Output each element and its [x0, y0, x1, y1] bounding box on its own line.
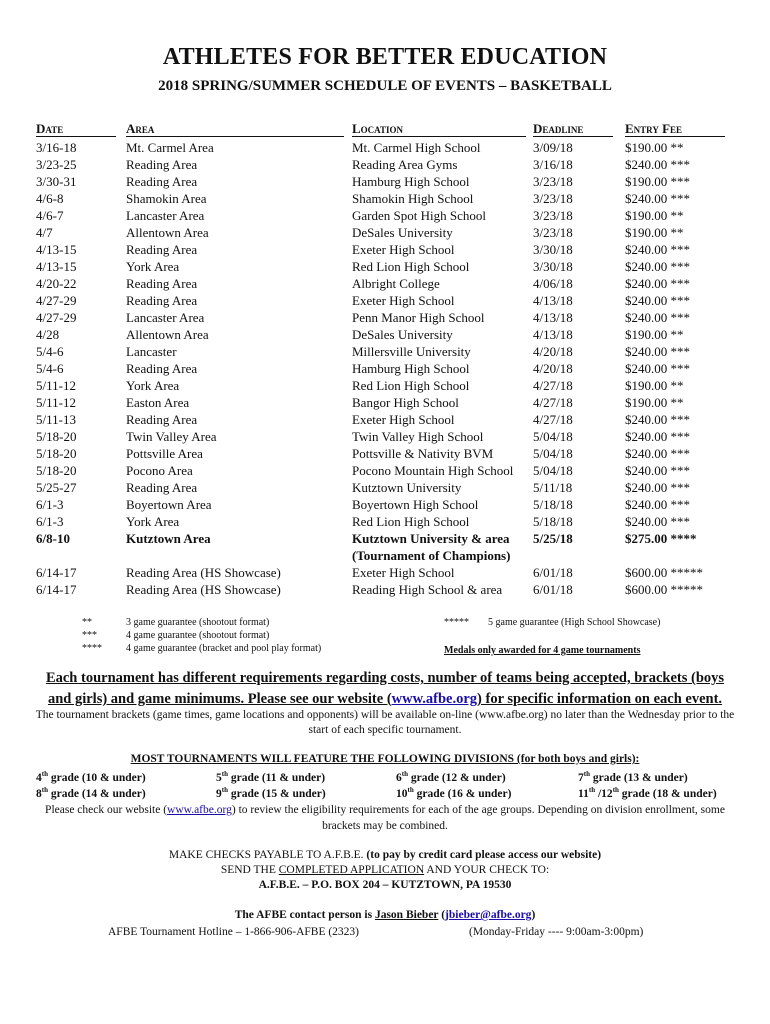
- division-grade: 9: [216, 787, 222, 800]
- website-link[interactable]: www.afbe.org: [391, 691, 478, 707]
- divisions-row-1: [0, 770, 770, 785]
- division-label: [578, 770, 688, 784]
- event-date: 5/18-20: [36, 446, 77, 461]
- legend-symbol: **: [82, 617, 92, 628]
- payment-text: MAKE CHECKS PAYABLE TO A.F.B.E.: [168, 849, 367, 861]
- division-label: [396, 786, 511, 800]
- event-deadline: 4/20/18: [533, 361, 573, 376]
- event-deadline: 4/27/18: [533, 412, 573, 427]
- event-fee: $240.00 ***: [625, 293, 690, 308]
- event-area: Boyertown Area: [126, 497, 212, 512]
- contact-text: The AFBE contact person is: [234, 909, 375, 921]
- legend-symbol: ***: [82, 630, 97, 641]
- event-date: 4/28: [36, 327, 60, 342]
- event-area: York Area: [126, 259, 180, 274]
- event-area: Easton Area: [126, 395, 190, 410]
- event-deadline: 4/06/18: [533, 276, 573, 291]
- table-row: [0, 224, 770, 241]
- event-area: Allentown Area: [126, 327, 209, 342]
- event-fee: $240.00 ***: [625, 514, 690, 529]
- payment-text: AND YOUR CHECK TO:: [424, 864, 550, 876]
- event-fee: $240.00 ***: [625, 463, 690, 478]
- event-date: 6/1-3: [36, 497, 64, 512]
- event-location: Hamburg High School: [352, 361, 470, 376]
- event-fee: $240.00 ***: [625, 191, 690, 206]
- table-row: [0, 258, 770, 275]
- contact-line: [0, 909, 770, 921]
- event-deadline: 4/27/18: [533, 378, 573, 393]
- table-row: [0, 275, 770, 292]
- table-row: [0, 360, 770, 377]
- table-row: [0, 411, 770, 428]
- requirements-notice: [30, 668, 740, 710]
- event-fee: $240.00 ***: [625, 259, 690, 274]
- legend-text: 3 game guarantee (shootout format): [126, 617, 270, 628]
- column-header-entry-fee: Entry Fee: [625, 121, 725, 137]
- event-area: Reading Area: [126, 293, 198, 308]
- event-date: 3/23-25: [36, 157, 77, 172]
- event-date: 5/18-20: [36, 463, 77, 478]
- event-date: 4/20-22: [36, 276, 77, 291]
- event-area: Mt. Carmel Area: [126, 140, 214, 155]
- event-area: Reading Area: [126, 242, 198, 257]
- division-label: [36, 786, 146, 800]
- event-area: Lancaster Area: [126, 208, 205, 223]
- event-deadline: 4/20/18: [533, 344, 573, 359]
- event-location: Millersville University: [352, 344, 471, 359]
- table-row: [0, 394, 770, 411]
- medals-note: Medals only awarded for 4 game tournaments: [444, 645, 641, 656]
- table-row: [0, 207, 770, 224]
- event-deadline: 3/30/18: [533, 259, 573, 274]
- contact-email-link[interactable]: jbieber@afbe.org: [445, 909, 532, 921]
- event-fee: $240.00 ***: [625, 412, 690, 427]
- event-fee: $240.00 ***: [625, 429, 690, 444]
- table-row: [0, 547, 770, 564]
- notice-line-2: [30, 689, 740, 710]
- division-age: grade (14 & under): [47, 787, 146, 800]
- event-fee: $240.00 ***: [625, 157, 690, 172]
- event-location: DeSales University: [352, 327, 453, 342]
- hotline-line: [0, 926, 770, 941]
- event-date: 6/1-3: [36, 514, 64, 529]
- event-area: Reading Area (HS Showcase): [126, 582, 281, 597]
- event-date: 6/14-17: [36, 565, 77, 580]
- payment-text: SEND THE: [220, 864, 279, 876]
- table-row: [0, 241, 770, 258]
- event-deadline: 3/09/18: [533, 140, 573, 155]
- event-fee: $190.00 **: [625, 140, 684, 155]
- legend-text: 4 game guarantee (shootout format): [126, 630, 270, 641]
- event-location: Hamburg High School: [352, 174, 470, 189]
- contact-text: ): [531, 909, 536, 921]
- event-deadline: 5/04/18: [533, 446, 573, 461]
- legend-right: [444, 616, 744, 629]
- event-location: Bangor High School: [352, 395, 459, 410]
- event-area: Reading Area: [126, 174, 198, 189]
- eligibility-text: ) to review the eligibility requirements for each of the age groups. Depending on division enrollment, some brackets may be combined.: [231, 804, 725, 832]
- legend-row: [82, 642, 382, 655]
- event-location: Red Lion High School: [352, 259, 470, 274]
- division-age: grade (16 & under): [413, 787, 512, 800]
- event-date: 4/13-15: [36, 259, 77, 274]
- event-fee: $240.00 ***: [625, 497, 690, 512]
- event-area: Reading Area: [126, 412, 198, 427]
- event-deadline: 4/13/18: [533, 327, 573, 342]
- event-deadline: 5/18/18: [533, 514, 573, 529]
- event-fee: $190.00 ***: [625, 174, 690, 189]
- event-area: Reading Area: [126, 361, 198, 376]
- division-label: [36, 770, 146, 784]
- event-location: Exeter High School: [352, 242, 455, 257]
- event-deadline: 5/18/18: [533, 497, 573, 512]
- table-row: [0, 173, 770, 190]
- event-fee: $190.00 **: [625, 378, 684, 393]
- event-location: Mt. Carmel High School: [352, 140, 481, 155]
- column-header-area: Area: [126, 121, 344, 137]
- event-deadline: 3/16/18: [533, 157, 573, 172]
- event-area: Lancaster: [126, 344, 177, 359]
- table-row: [0, 564, 770, 581]
- event-location: Penn Manor High School: [352, 310, 485, 325]
- division-grade: 11: [578, 787, 589, 800]
- division-grade: 7: [578, 771, 584, 784]
- event-location: Red Lion High School: [352, 514, 470, 529]
- event-area: Reading Area: [126, 157, 198, 172]
- column-header-location: Location: [352, 121, 526, 137]
- division-ordinal: th: [221, 770, 228, 778]
- event-date: 5/11-13: [36, 412, 76, 427]
- legend-row: [82, 616, 382, 629]
- event-date: 6/14-17: [36, 582, 77, 597]
- table-row: [0, 428, 770, 445]
- event-deadline: 5/25/18: [533, 531, 573, 546]
- event-deadline: 3/23/18: [533, 208, 573, 223]
- page-subtitle: 2018 SPRING/SUMMER SCHEDULE OF EVENTS – BASKETBALL: [158, 78, 612, 94]
- table-row: [0, 445, 770, 462]
- division-label: [578, 786, 717, 800]
- event-date: 4/7: [36, 225, 53, 240]
- event-date: 6/8-10: [36, 531, 70, 546]
- event-deadline: 6/01/18: [533, 582, 573, 597]
- division-ordinal: th: [588, 786, 596, 794]
- legend-row: [82, 629, 382, 642]
- legend-text: 4 game guarantee (bracket and pool play format): [126, 643, 322, 654]
- legend-symbol: ****: [82, 643, 102, 654]
- event-fee: $190.00 **: [625, 327, 684, 342]
- website-link[interactable]: www.afbe.org: [167, 804, 232, 816]
- legend-text: 5 game guarantee (High School Showcase): [488, 617, 661, 628]
- divisions-row-2: [0, 786, 770, 801]
- event-location: Kutztown University & area: [352, 531, 510, 546]
- event-date: 5/4-6: [36, 344, 64, 359]
- event-area: Lancaster Area: [126, 310, 205, 325]
- table-row: [0, 139, 770, 156]
- event-location: Albright College: [352, 276, 440, 291]
- event-date: 4/6-8: [36, 191, 64, 206]
- event-fee: $240.00 ***: [625, 361, 690, 376]
- division-grade: 8: [36, 787, 42, 800]
- event-fee: $190.00 **: [625, 208, 684, 223]
- payment-line-1: [0, 848, 770, 863]
- event-deadline: 3/23/18: [533, 225, 573, 240]
- event-fee: $190.00 **: [625, 395, 684, 410]
- event-location: Exeter High School: [352, 565, 455, 580]
- event-location: Pottsville & Nativity BVM: [352, 446, 494, 461]
- division-age: grade (13 & under): [589, 771, 688, 784]
- completed-application-text: COMPLETED APPLICATION: [278, 864, 425, 876]
- event-location: Exeter High School: [352, 412, 455, 427]
- event-location: Boyertown High School: [352, 497, 479, 512]
- event-deadline: 5/11/18: [533, 480, 573, 495]
- event-location: Kutztown University: [352, 480, 462, 495]
- event-area: Shamokin Area: [126, 191, 207, 206]
- event-location: Garden Spot High School: [352, 208, 486, 223]
- table-row: [0, 462, 770, 479]
- event-deadline: 5/04/18: [533, 429, 573, 444]
- eligibility-note: [40, 802, 730, 834]
- event-area: York Area: [126, 514, 180, 529]
- contact-name: Jason Bieber: [374, 909, 439, 921]
- event-date: 3/30-31: [36, 174, 77, 189]
- brackets-note: The tournament brackets (game times, game locations and opponents) will be available on-line (www.afbe.org) no later than the Wednesday prior to the start of each specific tournament.: [35, 709, 735, 736]
- table-row: [0, 190, 770, 207]
- event-date: 4/13-15: [36, 242, 77, 257]
- division-grade: 4: [36, 771, 42, 784]
- notice-line-1: Each tournament has different requirements regarding costs, number of teams being accepted, brackets (boys: [45, 670, 725, 686]
- table-row: [0, 377, 770, 394]
- hotline-hours: (Monday-Friday ---- 9:00am-3:00pm): [469, 926, 644, 938]
- division-grade: 6: [396, 771, 402, 784]
- event-date: 3/16-18: [36, 140, 77, 155]
- table-row: [0, 292, 770, 309]
- division-ordinal: th: [583, 770, 590, 778]
- legend-left: [82, 616, 382, 655]
- division-age: grade (12 & under): [407, 771, 506, 784]
- division-age: grade (10 & under): [47, 771, 146, 784]
- event-deadline: 3/23/18: [533, 191, 573, 206]
- event-area: York Area: [126, 378, 180, 393]
- event-deadline: 5/04/18: [533, 463, 573, 478]
- event-location: Shamokin High School: [352, 191, 474, 206]
- event-location: Reading Area Gyms: [352, 157, 458, 172]
- event-deadline: 3/23/18: [533, 174, 573, 189]
- event-fee: $240.00 ***: [625, 446, 690, 461]
- event-date: 5/11-12: [36, 395, 76, 410]
- division-age: grade (15 & under): [227, 787, 326, 800]
- event-deadline: 4/13/18: [533, 310, 573, 325]
- event-area: Allentown Area: [126, 225, 209, 240]
- event-date: 5/25-27: [36, 480, 77, 495]
- notice-text: ) for specific information on each event.: [477, 691, 723, 707]
- payment-line-2: [0, 863, 770, 878]
- divisions-title: MOST TOURNAMENTS WILL FEATURE THE FOLLOWING DIVISIONS (for both boys and girls):: [130, 753, 640, 765]
- event-date: 4/6-7: [36, 208, 64, 223]
- division-ordinal: th: [407, 786, 414, 794]
- event-fee: $240.00 ***: [625, 242, 690, 257]
- division-ordinal: th: [612, 786, 619, 794]
- division-label: [396, 770, 506, 784]
- event-deadline: 6/01/18: [533, 565, 573, 580]
- division-ordinal: th: [401, 770, 408, 778]
- event-location: Reading High School & area: [352, 582, 503, 597]
- event-location: Pocono Mountain High School: [352, 463, 514, 478]
- event-area: Reading Area: [126, 276, 198, 291]
- event-date: 4/27-29: [36, 293, 77, 308]
- event-area: Pottsville Area: [126, 446, 203, 461]
- event-deadline: 4/13/18: [533, 293, 573, 308]
- eligibility-text: Please check our website (: [45, 804, 168, 816]
- event-area: Kutztown Area: [126, 531, 211, 546]
- event-area: Reading Area: [126, 480, 198, 495]
- division-age: grade (18 & under): [618, 787, 717, 800]
- division-grade: 5: [216, 771, 222, 784]
- event-fee: $600.00 *****: [625, 582, 703, 597]
- event-fee: $240.00 ***: [625, 344, 690, 359]
- hotline-label: AFBE Tournament Hotline – 1-866-906-AFBE (2323): [108, 926, 360, 938]
- payment-credit-card-note: (to pay by credit card please access our website): [366, 849, 602, 861]
- event-date: 5/4-6: [36, 361, 64, 376]
- event-date: 5/11-12: [36, 378, 76, 393]
- event-date: 4/27-29: [36, 310, 77, 325]
- table-row: [0, 581, 770, 598]
- legend-symbol: *****: [444, 617, 469, 628]
- event-location: DeSales University: [352, 225, 453, 240]
- table-row: [0, 156, 770, 173]
- event-area: Twin Valley Area: [126, 429, 217, 444]
- division-ordinal: th: [41, 770, 48, 778]
- table-row: [0, 326, 770, 343]
- event-location: (Tournament of Champions): [352, 548, 511, 563]
- event-location: Exeter High School: [352, 293, 455, 308]
- table-row: [0, 343, 770, 360]
- schedule-table: [0, 139, 770, 598]
- event-location: Twin Valley High School: [352, 429, 484, 444]
- division-label: [216, 786, 326, 800]
- notice-text: and girls) and game minimums. Please see our website (: [47, 691, 392, 707]
- payment-instructions: [0, 848, 770, 893]
- division-ordinal: th: [41, 786, 48, 794]
- event-area: Pocono Area: [126, 463, 193, 478]
- table-row: [0, 513, 770, 530]
- column-header-deadline: Deadline: [533, 121, 613, 137]
- event-fee: $190.00 **: [625, 225, 684, 240]
- event-fee: $600.00 *****: [625, 565, 703, 580]
- column-header-date: Date: [36, 121, 116, 137]
- division-age: /12: [595, 787, 613, 800]
- table-row: [0, 309, 770, 326]
- table-row: [0, 530, 770, 547]
- division-ordinal: th: [221, 786, 228, 794]
- event-deadline: 4/27/18: [533, 395, 573, 410]
- mailing-address: A.F.B.E. – P.O. BOX 204 – KUTZTOWN, PA 19530: [258, 879, 512, 891]
- page-title: ATHLETES FOR BETTER EDUCATION: [162, 44, 608, 70]
- event-fee: $240.00 ***: [625, 276, 690, 291]
- division-grade: 10: [396, 787, 408, 800]
- division-age: grade (11 & under): [227, 771, 326, 784]
- contact-text: (: [438, 909, 446, 921]
- division-label: [216, 770, 325, 784]
- event-location: Red Lion High School: [352, 378, 470, 393]
- event-deadline: 3/30/18: [533, 242, 573, 257]
- event-date: 5/18-20: [36, 429, 77, 444]
- event-area: Reading Area (HS Showcase): [126, 565, 281, 580]
- event-fee: $240.00 ***: [625, 480, 690, 495]
- event-fee: $240.00 ***: [625, 310, 690, 325]
- table-row: [0, 479, 770, 496]
- event-fee: $275.00 ****: [625, 531, 697, 546]
- table-row: [0, 496, 770, 513]
